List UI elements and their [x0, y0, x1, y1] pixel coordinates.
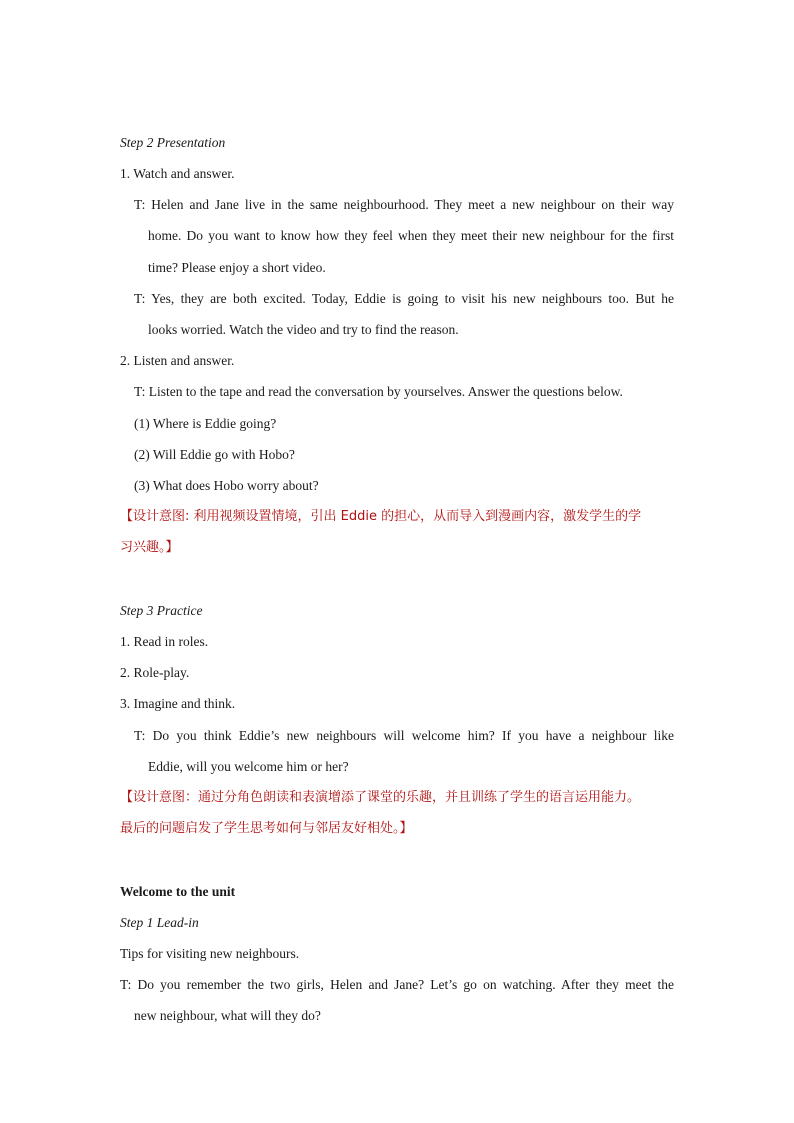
step1-heading: Step 1 Lead-in [120, 915, 199, 930]
question-item: (1) Where is Eddie going? [134, 416, 277, 431]
step2-heading: Step 2 Presentation [120, 135, 226, 150]
paragraph-line: home. Do you want to know how they feel when they meet their new neighbour for the first [148, 228, 674, 243]
practice-item: 1. Read in roles. [120, 634, 209, 649]
step3-heading: Step 3 Practice [120, 603, 203, 618]
paragraph-line: T: Do you think Eddie’s new neighbours will welcome him? If you have a neighbour like [134, 728, 674, 743]
paragraph-line: looks worried. Watch the video and try to find the reason. [148, 322, 459, 337]
welcome-section-title: Welcome to the unit [120, 884, 236, 899]
question-item: (3) What does Hobo worry about? [134, 478, 319, 493]
paragraph-line: T: Helen and Jane live in the same neighbourhood. They meet a new neighbour on their way [134, 197, 674, 212]
question-item: (2) Will Eddie go with Hobo? [134, 447, 295, 462]
paragraph-line: Eddie, will you welcome him or her? [148, 759, 349, 774]
listen-instruction: T: Listen to the tape and read the conversation by yourselves. Answer the questions below. [134, 384, 623, 399]
paragraph-line: T: Do you remember the two girls, Helen and Jane? Let’s go on watching. After they meet the [120, 977, 674, 992]
paragraph-line: new neighbour, what will they do? [134, 1008, 321, 1023]
watch-and-answer-title: 1. Watch and answer. [120, 166, 235, 181]
practice-item: 3. Imagine and think. [120, 696, 236, 711]
paragraph-line: time? Please enjoy a short video. [148, 260, 326, 275]
paragraph-line: T: Yes, they are both excited. Today, Eddie is going to visit his new neighbours too. But he [134, 291, 674, 306]
design-intent-line: 最后的问题启发了学生思考如何与邻居友好相处。】 [120, 821, 413, 836]
tips-line: Tips for visiting new neighbours. [120, 946, 300, 961]
listen-and-answer-title: 2. Listen and answer. [120, 353, 235, 368]
practice-item: 2. Role-play. [120, 665, 190, 680]
design-intent-line: 习兴趣。】 [120, 540, 179, 555]
design-intent-line: 【设计意图: 利用视频设置情境，引出 Eddie 的担心，从而导入到漫画内容，激发学生的学 [120, 509, 642, 524]
design-intent-line: 【设计意图：通过分角色朗读和表演增添了课堂的乐趣，并且训练了学生的语言运用能力。 [120, 790, 641, 805]
